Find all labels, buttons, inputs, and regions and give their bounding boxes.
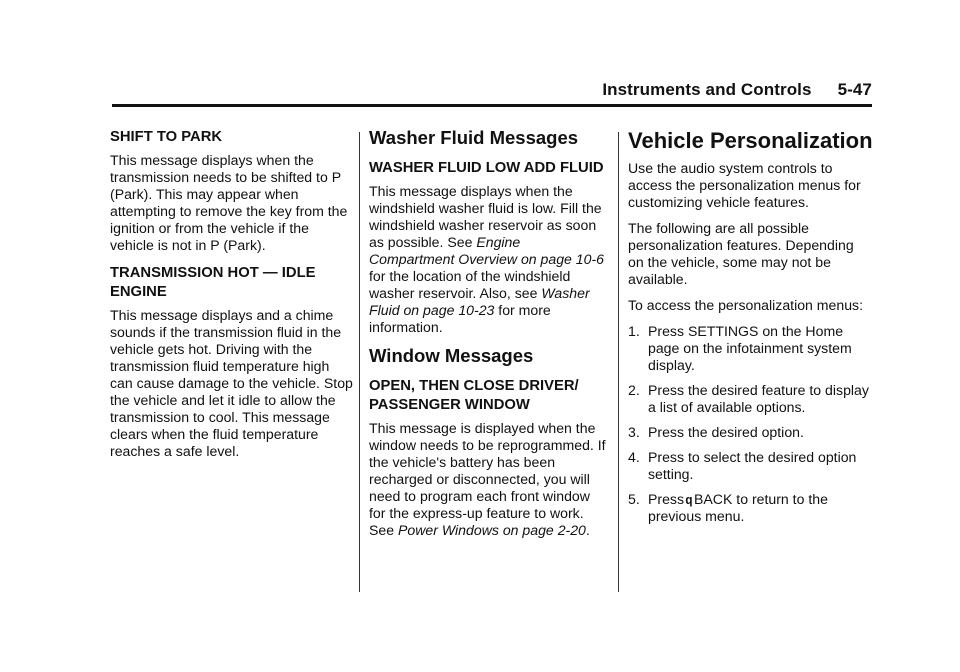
washer-fluid-low-heading: WASHER FLUID LOW ADD FLUID (369, 160, 604, 176)
washer-text-part: for more information. (369, 302, 551, 335)
window-text-part: This message is displayed when the window needs to be reprogrammed. If the vehicle's battery has been recharged or disconnected, you will need to program each front window for the express-up feature to work. See (369, 420, 606, 538)
step-text: Press the desired feature to display a list of available options. (648, 382, 869, 415)
personalization-intro-2: The following are all possible personalization features. Depending on the vehicle, some may not be available. (628, 220, 854, 287)
transmission-hot-heading: TRANSMISSION HOT — IDLE ENGINE (110, 265, 316, 300)
washer-fluid-low-text (369, 183, 609, 336)
step-item (628, 491, 873, 525)
step-number: 1. (628, 323, 640, 339)
step-item (628, 382, 873, 416)
open-close-window-heading: OPEN, THEN CLOSE DRIVER/ PASSENGER WINDOW (369, 378, 579, 413)
personalization-steps (628, 323, 873, 525)
step-text: Press to select the desired option setting. (648, 449, 857, 482)
column-divider-1 (359, 132, 360, 592)
step-text-post: BACK to return to the previous menu. (648, 491, 828, 524)
step-number: 2. (628, 382, 640, 398)
step-item (628, 323, 873, 374)
transmission-hot-text: This message displays and a chime sounds if the transmission fluid in the vehicle gets hot. Driving with the transmission fluid temperature high can cause damage to the vehicle. Stop the vehicle and let it idle to allow the transmission to cool. This message clears when the fluid temperature reaches a safe level. (110, 307, 353, 459)
xref-engine-compartment[interactable]: Engine Compartment Overview on page 10-6 (369, 234, 605, 267)
step-number: 5. (628, 491, 640, 507)
section-title: Instruments and Controls (602, 80, 812, 99)
column-3 (628, 118, 873, 533)
vehicle-personalization-title: Vehicle Personalization (628, 128, 873, 153)
step-text: Press the desired option. (648, 424, 804, 440)
window-text-part: . (585, 522, 590, 538)
window-messages-section-title: Window Messages (369, 345, 534, 366)
header-rule (112, 104, 872, 107)
washer-text-part: for the location of the windshield washer reservoir. Also, see (369, 268, 571, 301)
column-2 (369, 118, 609, 548)
column-divider-2 (618, 132, 619, 592)
washer-text-part: This message displays when the windshield washer fluid is low. Fill the windshield washer reservoir as soon as possible. See (369, 183, 602, 250)
back-arrow-icon: q (685, 492, 693, 507)
step-text: Press SETTINGS on the Home page on the infotainment system display. (648, 323, 852, 373)
column-1 (110, 118, 355, 469)
open-close-window-text (369, 420, 609, 539)
step-item (628, 424, 873, 441)
step-item (628, 449, 873, 483)
shift-to-park-heading: SHIFT TO PARK (110, 129, 223, 145)
xref-washer-fluid[interactable]: Washer Fluid on page 10-23 (369, 285, 590, 318)
step-text-pre: Press (648, 491, 685, 507)
step-number: 4. (628, 449, 640, 465)
washer-fluid-section-title: Washer Fluid Messages (369, 127, 579, 148)
personalization-intro-1: Use the audio system controls to access the personalization menus for customizing vehicle features. (628, 160, 861, 210)
page-number: 5-47 (837, 80, 872, 99)
shift-to-park-text: This message displays when the transmission needs to be shifted to P (Park). This may appear when attempting to remove the key from the ignition or from the vehicle if the vehicle is not in P (Park). (110, 152, 348, 253)
step-number: 3. (628, 424, 640, 440)
xref-power-windows[interactable]: Power Windows on page 2-20 (398, 522, 586, 538)
running-head (602, 80, 872, 100)
personalization-intro-3: To access the personalization menus: (628, 297, 864, 313)
